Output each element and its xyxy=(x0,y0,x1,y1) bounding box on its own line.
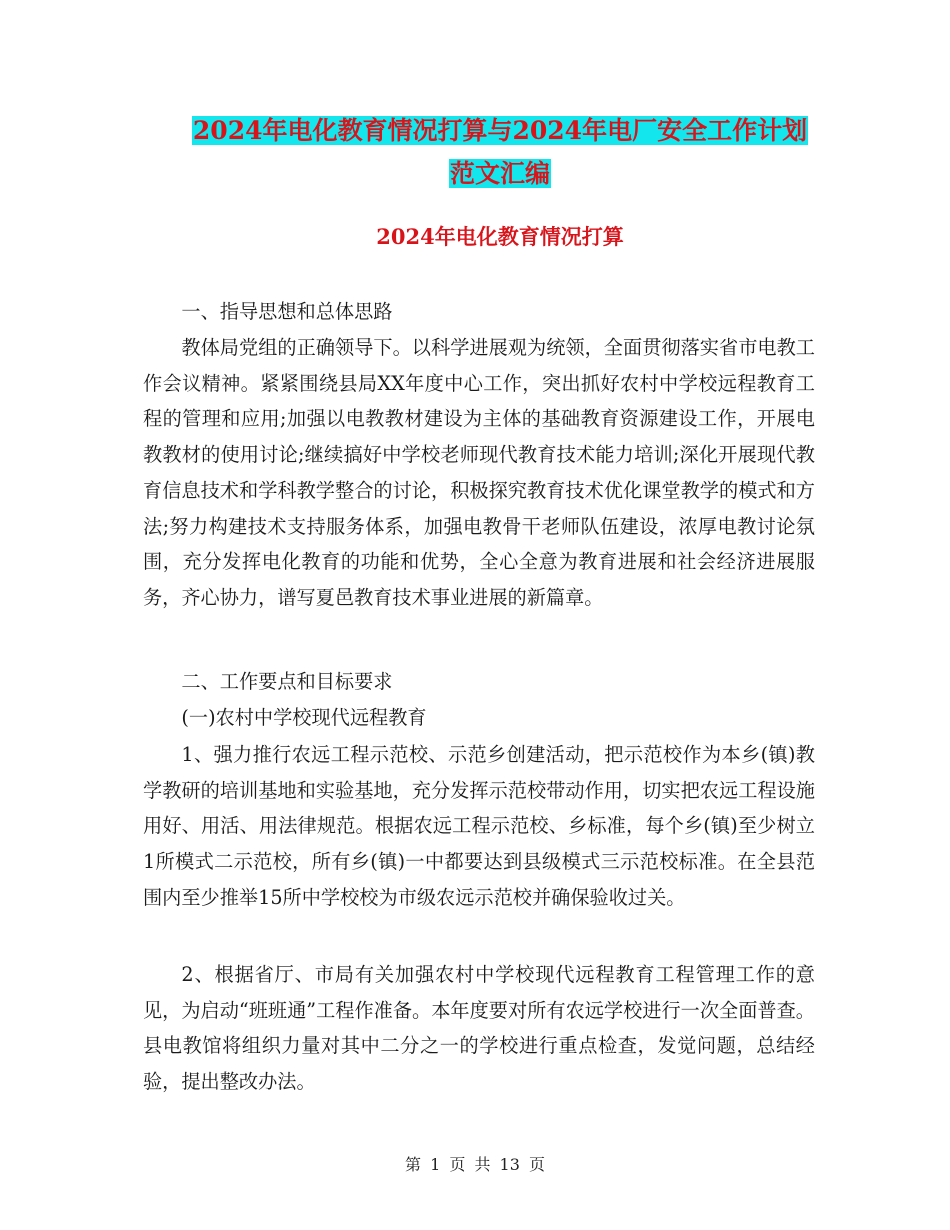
heading-guiding-ideology: 一、指导思想和总体思路 xyxy=(181,300,393,323)
document-title-line-1 xyxy=(140,111,860,151)
title-highlight: 范文汇编 xyxy=(449,159,550,188)
paragraph-demonstration-schools: 1、强力推行农远工程示范校、示范乡创建活动，把示范校作为本乡(镇)教学教研的培训基地和实验基地，充分发挥示范校带动作用，切实把农远工程设施用好、用活、用法律规范。根据农远工程示范校、乡标准，每个乡(镇)至少树立1所模式二示范校，所有乡(镇)一中都要达到县级模式三示范校标准。在全县范围内至少推举15所中学校校为市级农远示范校并确保验收过关。 xyxy=(143,743,815,909)
paragraph-guiding-ideology: 教体局党组的正确领导下。以科学进展观为统领，全面贯彻落实省市电教工作会议精神。紧紧围绕县局XX年度中心工作，突出抓好农村中学校远程教育工程的管理和应用;加强以电教教材建设为主体的基础教育资源建设工作，开展电教教材的使用讨论;继续搞好中学校老师现代教育技术能力培训;深化开展现代教育信息技术和学科教学整合的讨论，积极探究教育技术优化课堂教学的模式和方法;努力构建技术支持服务体系，加强电教骨干老师队伍建设，浓厚电教讨论氛围，充分发挥电化教育的功能和优势，全心全意为教育进展和社会经济进展服务，齐心协力，谱写夏邑教育技术事业进展的新篇章。 xyxy=(143,336,815,609)
subheading-rural-remote-education: (一)农村中学校现代远程教育 xyxy=(181,706,427,729)
section-title: 2024年电化教育情况打算 xyxy=(376,224,624,249)
page-footer: 第 1 页 共 13 页 xyxy=(405,1155,545,1174)
paragraph-management-inspection: 2、根据省厅、市局有关加强农村中学校现代远程教育工程管理工作的意见，为启动“班班通”工程作准备。本年度要对所有农远学校进行一次全面普查。县电教馆将组织力量对其中二分之一的学校进行重点检查，发觉问题，总结经验，提出整改办法。 xyxy=(143,963,815,1094)
title-highlight: 2024年电化教育情况打算与2024年电厂安全工作计划 xyxy=(192,116,808,145)
heading-work-points: 二、工作要点和目标要求 xyxy=(181,670,393,693)
document-title-line-2 xyxy=(140,154,860,194)
